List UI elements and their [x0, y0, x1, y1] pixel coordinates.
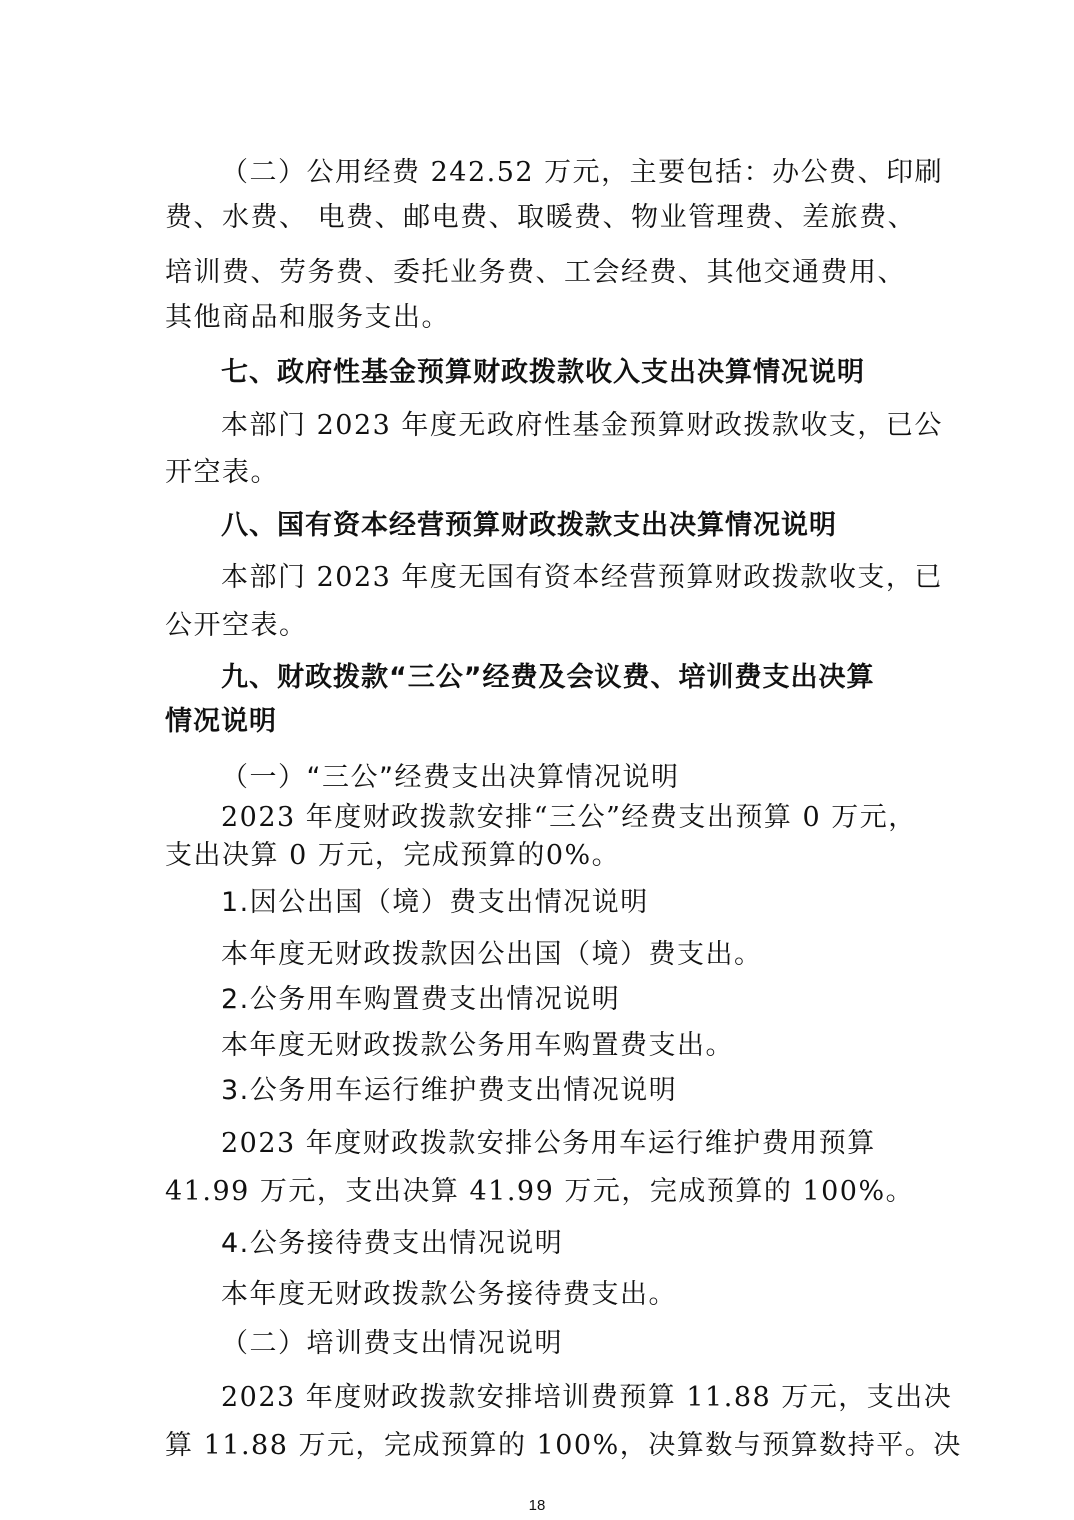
paragraph-line: 2023 年度财政拨款安排“三公”经费支出预算 0 万元，: [221, 802, 917, 833]
paragraph-line: 公开空表。: [165, 610, 308, 641]
paragraph-line: 费、水费、 电费、邮电费、取暖费、物业管理费、差旅费、: [165, 202, 917, 233]
paragraph-line: 培训费、劳务费、委托业务费、工会经费、其他交通费用、: [165, 257, 906, 288]
section-heading-9-cont: 情况说明: [165, 706, 277, 737]
subsection-heading: （二）培训费支出情况说明: [221, 1328, 563, 1359]
section-heading-8: 八、国有资本经营预算财政拨款支出决算情况说明: [221, 510, 837, 541]
section-heading-9: 九、财政拨款“三公”经费及会议费、培训费支出决算: [221, 662, 875, 693]
paragraph-line: 本年度无财政拨款公务接待费支出。: [221, 1279, 677, 1310]
item-heading-4: 4.公务接待费支出情况说明: [221, 1228, 564, 1259]
paragraph-line: 支出决算 0 万元，完成预算的0%。: [165, 840, 621, 871]
paragraph-line: 41.99 万元，支出决算 41.99 万元，完成预算的 100%。: [165, 1176, 915, 1207]
paragraph-line: 本部门 2023 年度无国有资本经营预算财政拨款收支，已: [221, 562, 943, 593]
subsection-heading: （一）“三公”经费支出决算情况说明: [221, 762, 680, 793]
paragraph-line: 本年度无财政拨款公务用车购置费支出。: [221, 1030, 734, 1061]
paragraph-line: 开空表。: [165, 457, 279, 488]
item-heading-2: 2.公务用车购置费支出情况说明: [221, 984, 621, 1015]
item-heading-1: 1.因公出国（境）费支出情况说明: [221, 887, 649, 918]
paragraph-line: （二）公用经费 242.52 万元，主要包括：办公费、印刷: [221, 157, 944, 188]
paragraph-line: 本部门 2023 年度无政府性基金预算财政拨款收支，已公: [221, 410, 943, 441]
paragraph-line: 其他商品和服务支出。: [165, 302, 450, 333]
paragraph-line: 本年度无财政拨款因公出国（境）费支出。: [221, 939, 763, 970]
paragraph-line: 2023 年度财政拨款安排培训费预算 11.88 万元，支出决: [221, 1382, 953, 1413]
paragraph-line: 算 11.88 万元，完成预算的 100%，决算数与预算数持平。决: [165, 1430, 962, 1461]
section-heading-7: 七、政府性基金预算财政拨款收入支出决算情况说明: [221, 357, 865, 388]
paragraph-line: 2023 年度财政拨款安排公务用车运行维护费用预算: [221, 1128, 876, 1159]
item-heading-3: 3.公务用车运行维护费支出情况说明: [221, 1075, 678, 1106]
page-number: 18: [528, 1497, 546, 1514]
